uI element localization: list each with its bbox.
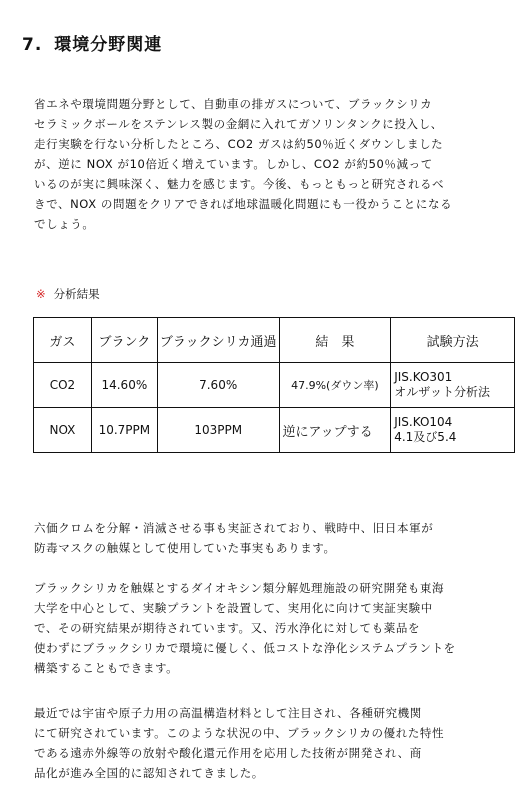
materials-paragraph (34, 703, 504, 783)
cell-passed: 7.60% (157, 363, 279, 408)
paragraph-line: 品化が進み全国的に認知されてきました。 (34, 766, 264, 780)
paragraph-line: 走行実験を行ない分析したところ、CO2 ガスは約50％近くダウンしました (34, 137, 444, 151)
section-heading (22, 30, 162, 55)
paragraph-line: ブラックシリカを触媒とするダイオキシン類分解処理施設の研究開発も東海 (34, 581, 445, 595)
paragraph-line: セラミックボールをステンレス製の金網に入れてガソリンタンクに投入し、 (34, 117, 443, 131)
cell-method (391, 363, 515, 408)
section-title: 環境分野関連 (54, 35, 163, 55)
results-label: 分析結果 (53, 287, 100, 301)
table-header-row (34, 318, 515, 363)
paragraph-line: いるのが実に興味深く、魅力を感じます。今後、もっともっと研究されるべ (34, 177, 445, 191)
cell-method (391, 408, 515, 453)
section-number: 7. (22, 35, 43, 55)
results-note (36, 286, 100, 302)
reference-mark-icon: ※ (36, 287, 46, 301)
table-row (34, 363, 515, 408)
header-passed: ブラックシリカ通過 (157, 318, 279, 363)
paragraph-line: である遠赤外線等の放射や酸化還元作用を応用した技術が開発され、商 (34, 746, 422, 760)
cell-result: 47.9%(ダウン率) (279, 363, 391, 408)
header-gas: ガス (34, 318, 92, 363)
cell-passed: 103PPM (157, 408, 279, 453)
header-blank: ブランク (91, 318, 157, 363)
cell-result: 逆にアップする (279, 408, 391, 453)
paragraph-line: 構築することもできます。 (34, 661, 179, 675)
paragraph-line: が、逆に NOX が10倍近く増えています。しかし、CO2 が約50％減って (34, 157, 433, 171)
cell-gas: CO2 (34, 363, 92, 408)
paragraph-line: 使わずにブラックシリカで環境に優しく、低コストな浄化システムプラントを (34, 641, 456, 655)
cell-gas: NOX (34, 408, 92, 453)
results-table (33, 317, 515, 453)
method-line: オルザット分析法 (394, 385, 490, 399)
paragraph-line: きで、NOX の問題をクリアできれば地球温暖化問題にも一役かうことになる (34, 197, 453, 211)
cell-blank: 10.7PPM (91, 408, 157, 453)
method-line: JIS.KO301 (394, 370, 453, 384)
paragraph-line: でしょう。 (34, 217, 95, 231)
dioxin-paragraph (34, 578, 504, 678)
method-line: JIS.KO104 (394, 415, 453, 429)
table-row (34, 408, 515, 453)
header-result: 結 果 (279, 318, 391, 363)
paragraph-line: 大学を中心として、実験プラントを設置して、実用化に向けて実証実験中 (34, 601, 433, 615)
intro-paragraph (34, 94, 504, 234)
cell-blank: 14.60% (91, 363, 157, 408)
paragraph-line: にて研究されています。このような状況の中、ブラックシリカの優れた特性 (34, 726, 445, 740)
paragraph-line: で、その研究結果が期待されています。又、汚水浄化に対しても薬品を (34, 621, 421, 635)
header-method: 試験方法 (391, 318, 515, 363)
paragraph-line: 六価クロムを分解・消滅させる事も実証されており、戦時中、旧日本軍が (34, 521, 434, 535)
chromium-paragraph (34, 518, 504, 558)
paragraph-line: 防毒マスクの触媒として使用していた事実もあります。 (34, 541, 336, 555)
method-line: 4.1及び5.4 (394, 430, 457, 444)
paragraph-line: 省エネや環境問題分野として、自動車の排ガスについて、ブラックシリカ (34, 97, 433, 111)
paragraph-line: 最近では宇宙や原子力用の高温構造材料として注目され、各種研究機関 (34, 706, 422, 720)
